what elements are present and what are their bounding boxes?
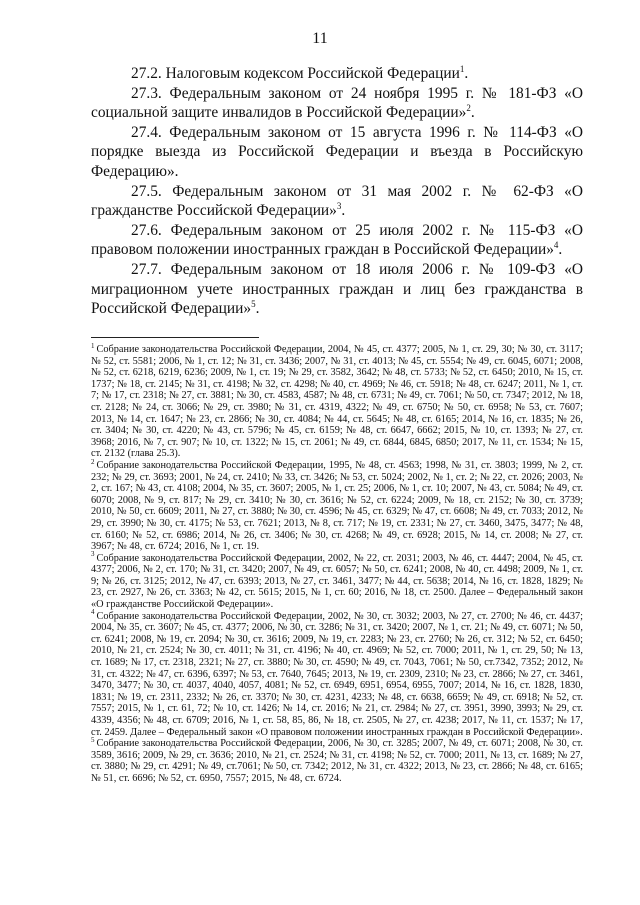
footnote-4: $^4$ Собрание законодательства Российской Федерации, 2002, № 30, ст. 3032; 2003, № 27, ст. 2700; № 46, ст. 4437; 2004, № 35, ст. 3607; № 45, ст. 4377; 2006, № 30, ст. 3286; № 31, ст. 3420; 2007, № 1, ст. 21; № 49, ст. 6071; № 50, ст. 6241; 2008, № 19, ст. 2094; № 30, ст. 3616; 2009, № 19, ст. 2283; № 23, ст. 2760; № 26, ст. 312; № 52, ст. 6450; 2010, № 21, ст. 2524; № 30, ст. 4011; № 31, ст. 4196; № 40, ст. 4969; № 52, ст. 7000; 2011, № 1, ст. 29, 50; № 13, ст. 1689; № 17, ст. 2318, 2321; № 27, ст. 3880; № 30, ст. 4590; № 49, ст. 7043, 7061; № 50, ст.7342, 7352; 2012, № 31, ст. 4322; № 47, ст. 6396, 6397; № 53, ст. 7640, 7645; 2013, № 19, ст. 2309, 2310; № 23, ст. 2866; № 27, ст. 3461, 3470, 3477; № 30, ст. 4037, 4040, 4057, 4081; № 52, ст. 6949, 6951, 6954, 6955, 7007; 2014, № 16, ст. 1828, 1830, 1831; № 19, ст. 2311, 2332; № 26, ст. 3370; № 30, ст. 4231, 4233; № 48, ст. 6638, 6659; № 49, ст. 6918; № 52, ст. 7557; 2015, № 1, ст. 61, 72; № 10, ст. 1426; № 14, ст. 2016; № 21, ст. 2984; № 27, ст. 3951, 3990, 3993; № 29, ст. 4339, 4356; № 48, ст. 6709; 2016, № 1, ст. 58, 85, 86, № 18, ст. 2505, № 27, ст. 4238; 2017, № 11, ст. 1537; № 17, ст. 2459. Далее – Федеральный закон «О правовом положении иностранных граждан в Российской Федерации». <box>91 608 583 738</box>
item-27-6: 27.6. Федеральным законом от 25 июля 2002 г. № 115-ФЗ «О правовом положении иностранных граждан в Российской Федерации»$^4$. <box>91 221 583 259</box>
item-27-4: 27.4. Федеральным законом от 15 августа 1996 г. № 114-ФЗ «О порядке выезда из Российской Федерации и въезда в Российскую Федерацию». <box>91 123 583 180</box>
footnote-ref: 5 <box>251 299 256 309</box>
item-27-2: 27.2. Налоговым кодексом Российской Федерации$^1$. <box>131 63 469 82</box>
footnote-3: $^3$ Собрание законодательства Российской Федерации, 2002, № 22, ст. 2031; 2003, № 46, ст. 4447; 2004, № 45, ст. 4377; 2006, № 2, ст. 170; № 31, ст. 3420; 2007, № 49, ст. 6057; № 50, ст. 6241; 2008, № 40, ст. 4498; 2009, № 1, ст. 9; № 26, ст. 3125; 2012, № 47, ст. 6393; 2013, № 27, ст. 3461, 3477; № 44, ст. 5638; 2014, № 16, ст. 1828, 1829; № 23, ст. 2927, № 26, ст. 3363; № 42, ст. 5615; 2015, № 1, ст. 60; 2016, № 18, ст. 2500. Далее – Федеральный закон «О гражданстве Российской Федерации». <box>91 550 583 611</box>
item-27-3: 27.3. Федеральным законом от 24 ноября 1995 г. № 181-ФЗ «О социальной защите инвалидов в Российской Федерации»$^2$. <box>91 84 583 122</box>
main-text <box>91 64 583 319</box>
footnotes <box>91 341 583 785</box>
footnote-ref: 1 <box>459 63 465 74</box>
footnote-ref: 4 <box>553 240 559 251</box>
footnote-1: $^1$ Собрание законодательства Российской Федерации, 2004, № 45, ст. 4377; 2005, № 1, ст. 29, 30; № 30, ст. 3117; № 52, ст. 5581; 2006, № 1, ст. 12; № 31, ст. 3436; 2007, № 31, ст. 4013; № 45, ст. 5554; № 49, ст. 6045, 6071; 2008, № 52, ст. 6218, 6219, 6236; 2009, № 1, ст. 19; № 29, ст. 3582, 3642; № 48, ст. 5733; № 52, ст. 6450; 2010, № 15, ст. 1737; № 18, ст. 2145; № 31, ст. 4198; № 32, ст. 4298; № 40, ст. 4969; № 46, ст. 5918; № 48, ст. 6247; 2011, № 1, ст. 7; № 17, ст. 2318; № 27, ст. 3881; № 30, ст. 4583, 4587; № 48, ст. 6731; № 49, ст. 7061; № 50, ст. 7347; 2012, № 18, ст. 2128; № 24, ст. 3066; № 29, ст. 3980; № 31, ст. 4319, 4322; № 49, ст. 6750; № 50, ст. 6958; № 53, ст. 7607; 2013, № 14, ст. 1647; № 23, ст. 2866; № 30, ст. 4084; № 44, ст. 5645; № 48, ст. 6165; 2014, № 16, ст. 1835; № 26, ст. 3404; № 30, ст. 4220; № 43, ст. 5796; № 45, ст. 6159; № 48, ст. 6647, 6662; 2015, № 10, ст. 1393; № 27, ст. 3968; 2016, № 7, ст. 907; № 10, ст. 1322; № 15, ст. 2061; № 49, ст. 6844, 6845, 6850; 2017, № 11, ст. 1534; № 15, ст. 2132 (глава 25.3). <box>91 341 583 460</box>
footnote-ref: 2 <box>466 103 471 114</box>
item-27-5: 27.5. Федеральным законом от 31 мая 2002 г. № 62-ФЗ «О гражданстве Российской Федерации»$^3$. <box>91 182 583 220</box>
item-27-7: 27.7. Федеральным законом от 18 июля 2006 г. № 109-ФЗ «О миграционном учете иностранных граждан и лиц без гражданства в Российской Федерации»$^5$. <box>91 260 583 318</box>
page-number: 11 <box>312 30 328 47</box>
footnote-separator <box>91 337 259 338</box>
footnote-ref: 3 <box>336 201 342 212</box>
footnote-5: $^5$ Собрание законодательства Российской Федерации, 2006, № 30, ст. 3285; 2007, № 49, ст. 6071; 2008, № 30, ст. 3589, 3616; 2009, № 29, ст. 3636; 2010, № 21, ст. 2524; № 31, ст. 4198; № 52, ст. 7000; 2011, № 13, ст. 1689; № 27, ст. 3880; № 29, ст. 4291; № 49, ст.7061; № 50, ст. 7342; 2012, № 31, ст. 4322; 2013, № 23, ст. 2866; № 48, ст. 6165; № 51, ст. 6696; № 52, ст. 6950, 7557; 2015, № 48, ст. 6724. <box>91 735 583 784</box>
footnote-2: $^2$ Собрание законодательства Российской Федерации, 1995, № 48, ст. 4563; 1998, № 31, ст. 3803; 1999, № 2, ст. 232; № 29, ст. 3693; 2001, № 24, ст. 2410; № 33, ст. 3426; № 53, ст. 5024; 2002, № 1, ст. 2; № 22, ст. 2026; 2003, № 2, ст. 167; № 43, ст. 4108; 2004, № 35, ст. 3607; 2005, № 1, ст. 25; 2006, № 1, ст. 10; 2007, № 43, ст. 5084; № 49, ст. 6070; 2008, № 9, ст. 817; № 29, ст. 3410; № 30, ст. 3616; № 52, ст. 6224; 2009, № 18, ст. 2152; № 30, ст. 3739; 2010, № 50, ст. 6609; 2011, № 27, ст. 3880; № 30, ст. 4596; № 45, ст. 6329; № 47, ст. 6608; № 49, ст. 7033; 2012, № 29, ст. 3990; № 30, ст. 4175; № 53, ст. 7621; 2013, № 8, ст. 717; № 19, ст. 2331; № 27, ст. 3460, 3475, 3477; № 48, ст. 6160; № 52, ст. 6986; 2014, № 26, ст. 3406; № 30, ст. 4268; № 49, ст. 6928; 2015, № 14, ст. 2008; № 27, ст. 3967; № 48, ст. 6724; 2016, № 1, ст. 19. <box>91 457 583 553</box>
